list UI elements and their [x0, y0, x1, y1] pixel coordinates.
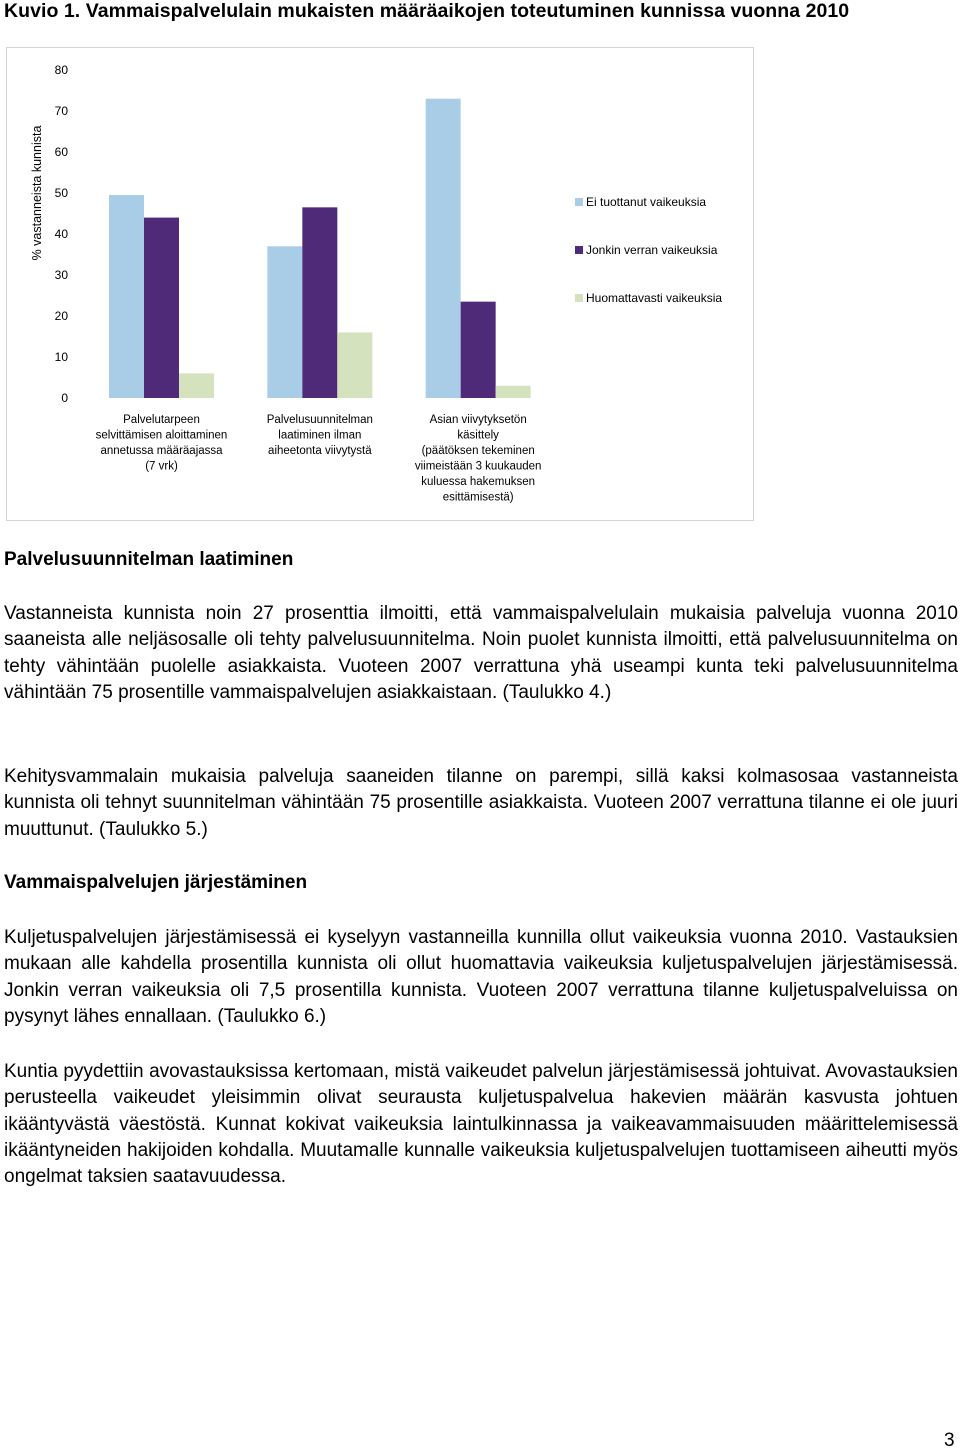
x-category-label: Palvelusuunnitelman laatiminen ilman aiheetonta viivytystä: [266, 414, 373, 457]
paragraph-1: Vastanneista kunnista noin 27 prosenttia ilmoitti, että vammaispalvelulain mukaisia palveluja vuonna 2010 saaneista alle neljäsosalle oli tehty palvelusuunnitelma. Noin puolet kunnista ilmoitti, että palvelusuunnitelma on tehty vähintään puolelle asiakkaista. Vuoteen 2007 verrattuna yhä useampi kunta teki palvelusuunnitelma vähintään 75 prosentille vammaispalvelujen asiakkaistaan. (Taulukko 4.): [4, 603, 958, 703]
bar: [144, 218, 179, 398]
y-tick-label: 10: [54, 350, 68, 364]
bar: [179, 373, 214, 398]
bar: [267, 246, 302, 398]
y-tick-label: 80: [54, 63, 68, 77]
section-heading-palvelusuunnitelma: Palvelusuunnitelman laatiminen: [4, 549, 294, 570]
section-heading-jarjestaminen: Vammaispalvelujen järjestäminen: [4, 872, 308, 893]
paragraph-4: Kuntia pyydettiin avovastauksissa kertomaan, mistä vaikeudet palvelun järjestämisessä johtuivat. Avovastauksien perusteella vaikeudet yleisimmin olivat seurausta kuljetuspalvelua hakevien määrän kasvusta johtuen ikääntyvästä väestöstä. Kunnat kokivat vaikeuksia laintulkinnassa ja vaikeavammaisuuden määrittelemisessä ikääntyneiden hakijoiden kohdalla. Muutamalle kunnalle vaikeuksia kuljetuspalvelujen tuottamiseen aiheutti myös ongelmat taksien saatavuudessa.: [4, 1061, 958, 1188]
bar: [302, 207, 337, 398]
y-tick-label: 70: [54, 104, 68, 118]
figure-caption: Kuvio 1. Vammaispalvelulain mukaisten määräaikojen toteutuminen kunnissa vuonna 2010: [4, 0, 850, 22]
page-number: 3: [944, 1430, 955, 1451]
paragraph-3: Kuljetuspalvelujen järjestämisessä ei kyselyyn vastanneilla kunnilla ollut vaikeuksia vuonna 2010. Vastauksien mukaan alle kahdella prosentilla kunnista oli ollut huomattavia vaikeuksia kuljetuspalvelujen järjestämisessä. Jonkin verran vaikeuksia oli 7,5 prosentilla kunnista. Vuoteen 2007 verrattuna tilanne kuljetuspalveluissa on pysynyt lähes ennallaan. (Taulukko 6.): [4, 927, 958, 1027]
y-axis-title: % vastanneista kunnista: [30, 125, 44, 261]
bar: [426, 99, 461, 398]
y-tick-label: 20: [54, 309, 68, 323]
bar: [496, 386, 531, 398]
y-tick-label: 40: [54, 227, 68, 241]
y-tick-label: 60: [54, 145, 68, 159]
paragraph-2: Kehitysvammalain mukaisia palveluja saaneiden tilanne on parempi, sillä kaksi kolmasosaa vastanneista kunnista oli tehnyt suunnitelman vähintään 75 prosentille asiakkaista. Vuoteen 2007 verrattuna tilanne ei ole juuri muuttunut. (Taulukko 5.): [4, 766, 958, 840]
legend-label: Jonkin verran vaikeuksia: [586, 243, 718, 257]
bar: [337, 332, 372, 398]
legend-label: Ei tuottanut vaikeuksia: [586, 195, 707, 209]
legend-label: Huomattavasti vaikeuksia: [586, 291, 723, 305]
legend-swatch: [575, 198, 583, 206]
bar: [109, 195, 144, 398]
y-tick-label: 0: [61, 391, 68, 405]
y-tick-label: 50: [54, 186, 68, 200]
x-category-label: Asian viivytyksetön käsittely (päätöksen tekeminen viimeistään 3 kuukauden kuluessa hakemuksen esittämisestä): [414, 414, 542, 504]
bar-chart: [7, 48, 753, 520]
legend-swatch: [575, 294, 583, 302]
y-tick-label: 30: [54, 268, 68, 282]
bar: [461, 302, 496, 398]
chart-frame: [6, 47, 754, 521]
x-category-label: Palvelutarpeen selvittämisen aloittaminen annetussa määräajassa (7 vrk): [95, 414, 228, 473]
legend-swatch: [575, 246, 583, 254]
